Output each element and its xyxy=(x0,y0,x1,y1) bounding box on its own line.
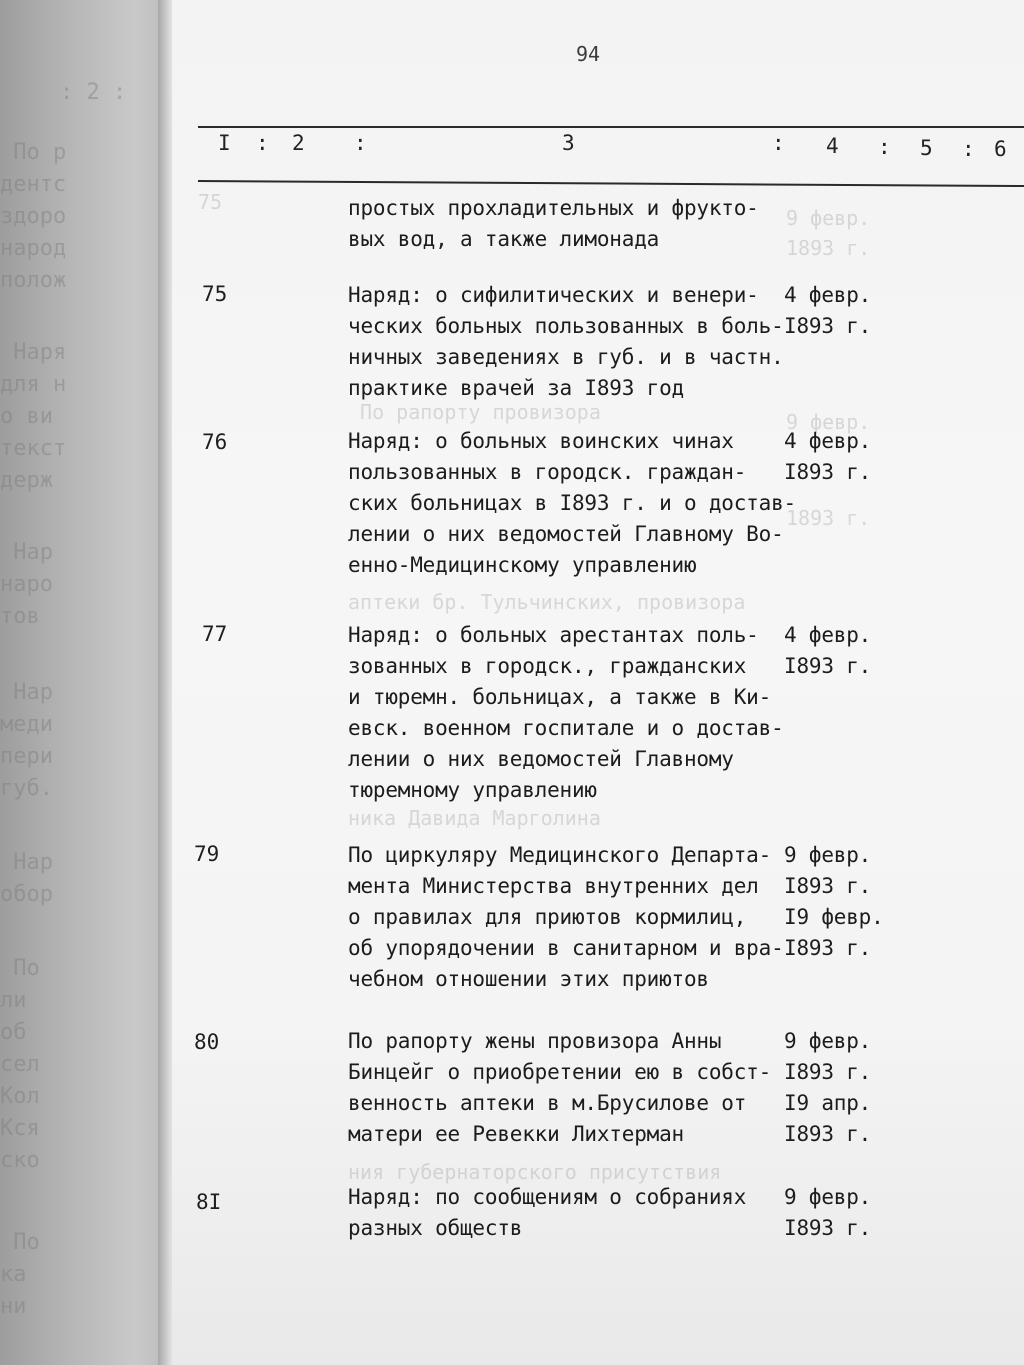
date-line: I893 г. xyxy=(784,874,872,898)
entry-description xyxy=(348,426,796,581)
entry-number: 77 xyxy=(202,622,228,646)
entry-description xyxy=(348,1026,788,1150)
column-header-6: 6 xyxy=(994,137,1007,161)
date-line: 9 февр. xyxy=(784,1185,872,1209)
description-line: чебном отношении этих приютов xyxy=(348,967,709,991)
column-header-2: 2 xyxy=(292,131,305,155)
entry-dates xyxy=(784,1182,884,1244)
date-line: I9 февр. xyxy=(784,905,884,929)
description-line: простых прохладительных и фрукто- xyxy=(348,196,759,220)
entry-number: 80 xyxy=(194,1030,220,1054)
entry-dates xyxy=(784,840,884,964)
description-line: пользованных в городск. граждан- xyxy=(348,460,747,484)
date-line: 4 февр. xyxy=(784,283,872,307)
date-line: I893 г. xyxy=(784,1060,872,1084)
description-line: вых вод, а также лимонада xyxy=(348,227,660,251)
date-line: I893 г. xyxy=(784,1216,872,1240)
description-line: об упорядочении в санитарном и вра- xyxy=(348,936,784,960)
column-header-4: 4 xyxy=(826,134,839,158)
column-header-3: 3 xyxy=(562,131,575,155)
description-line: мента Министерства внутренних дел xyxy=(348,874,759,898)
page-number: 94 xyxy=(576,42,601,66)
description-line: зованных в городск., гражданских xyxy=(348,654,747,678)
description-line: матери ее Ревекки Лихтерман xyxy=(348,1122,684,1146)
description-line: ничных заведениях в губ. и в частн. xyxy=(348,345,784,369)
entry-dates xyxy=(784,1026,884,1150)
description-line: Бинцейг о приобретении ею в собст- xyxy=(348,1060,772,1084)
description-line: практике врачей за I893 год xyxy=(348,376,684,400)
date-line: I9 апр. xyxy=(784,1091,872,1115)
column-header-5: 5 xyxy=(920,136,933,160)
entry-description xyxy=(348,193,788,255)
description-line: По циркуляру Медицинского Департа- xyxy=(348,843,772,867)
entry-number: 76 xyxy=(202,430,228,454)
document-page: 75 9 февр. 1893 г. По рапорту провизора 9 февр. 1893 г. аптеки бр. Тульчинских, провизора ника Давида Марголина ния губернаторского присутствия 94 I : 2 : 3 : 4 : 5 : 6 простых прохладительных и фрукто- вых вод, а также лимонада 75 Наряд: о сифилитических и венери- ческих больных пользованных в боль- ничных заведениях в губ. и в частн. практике врачей за I893 год 4 февр. I893 г. 76 Наряд: о больных воинских чинах пользованных в городск. граждан- ских больницах в I893 г. и о достав- лении о них ведомостей Главному Во- енно-Медицинскому управлению 4 февр. I893 г. 77 Наряд: о больных арестантах поль- зованных в городск., гражданских и тюремн. больницах, а также в Ки- евск. военном госпитале и о достав- лении о них ведомостей Главному тюремному управлению 4 февр. I893 г. 79 По циркуляру Медицинского Департа- мента Министерства внутренних дел о правилах для приютов кормилиц, об упорядочении в санитарном и вра- чебном отношении этих приютов 9 февр. I893 г. I9 февр. I893 г. 80 По рапорту жены провизора Анны Бинцейг о приобретении ею в собст- венность аптеки в м.Брусилове от матери ее Ревекки Лихтерман 9 февр. I893 г. I9 апр. I893 г. 8I Наряд: по сообщениям о собраниях разных обществ 9 февр. I893 г. xyxy=(172,0,1024,1365)
entry-number: 79 xyxy=(194,842,220,866)
date-line: 4 февр. xyxy=(784,429,872,453)
date-line: I893 г. xyxy=(784,936,872,960)
entry-description xyxy=(348,840,788,995)
description-line: Наряд: по сообщениям о собраниях xyxy=(348,1185,747,1209)
description-line: и тюремн. больницах, а также в Ки- xyxy=(348,685,772,709)
description-line: венность аптеки в м.Брусилове от xyxy=(348,1091,747,1115)
column-separator: : xyxy=(878,135,891,159)
entry-description xyxy=(348,1182,788,1244)
entry-description xyxy=(348,280,788,404)
date-line: I893 г. xyxy=(784,1122,872,1146)
date-line: I893 г. xyxy=(784,460,872,484)
description-line: Наряд: о больных воинских чинах xyxy=(348,429,734,453)
description-line: лении о них ведомостей Главному xyxy=(348,747,734,771)
column-header-1: I xyxy=(218,131,231,155)
left-facing-page: По р дентс здоро народ полож Наря для н о ви текст держ Нар наро тов Нар меди пери губ. Нар обор По ли об сел Кол Кся ско По ка ни : 2 : xyxy=(0,0,168,1365)
header-rule-top xyxy=(198,126,1024,128)
column-separator: : xyxy=(772,131,785,155)
description-line: тюремному управлению xyxy=(348,778,597,802)
entry-dates xyxy=(784,426,884,488)
entry-number: 75 xyxy=(202,282,228,306)
description-line: ских больницах в I893 г. и о достав- xyxy=(348,491,796,515)
header-rule-bottom xyxy=(198,180,1024,187)
entry-dates xyxy=(784,280,884,342)
date-line: 9 февр. xyxy=(784,1029,872,1053)
date-line: 9 февр. xyxy=(784,843,872,867)
description-line: лении о них ведомостей Главному Во- xyxy=(348,522,784,546)
column-separator: : xyxy=(354,131,367,155)
description-line: разных обществ xyxy=(348,1216,523,1240)
description-line: енно-Медицинскому управлению xyxy=(348,553,697,577)
description-line: Наряд: о сифилитических и венери- xyxy=(348,283,759,307)
entry-description xyxy=(348,620,788,806)
date-line: I893 г. xyxy=(784,314,872,338)
column-separator: : xyxy=(256,131,269,155)
column-separator: : xyxy=(962,137,975,161)
description-line: ческих больных пользованных в боль- xyxy=(348,314,784,338)
date-line: I893 г. xyxy=(784,654,872,678)
entry-number: 8I xyxy=(196,1190,222,1214)
description-line: евск. военном госпитале и о достав- xyxy=(348,716,784,740)
description-line: о правилах для приютов кормилиц, xyxy=(348,905,747,929)
description-line: По рапорту жены провизора Анны xyxy=(348,1029,722,1053)
date-line: 4 февр. xyxy=(784,623,872,647)
description-line: Наряд: о больных арестантах поль- xyxy=(348,623,759,647)
entry-dates xyxy=(784,620,884,682)
